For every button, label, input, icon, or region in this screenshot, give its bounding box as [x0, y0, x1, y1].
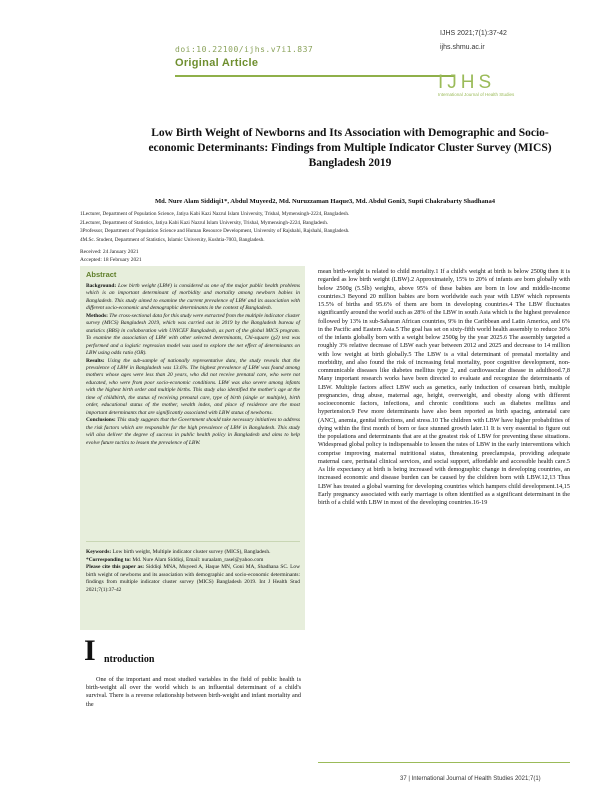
- keywords: [86, 549, 300, 557]
- correspondence: [86, 557, 300, 565]
- affiliation-3: 3Professor, Department of Population Science and Human Resource Development, University of Rajshahi, Rajshahi, Bangladesh.: [80, 228, 350, 235]
- abstract-heading: Abstract: [86, 270, 117, 279]
- journal-citation: IJHS 2021;7(1):37-42: [440, 30, 507, 37]
- affiliations: [80, 210, 580, 244]
- accepted-date: Accepted: 18 February 2021: [80, 257, 142, 263]
- dates: [80, 248, 142, 264]
- cite-text: Siddiqi MNA, Muyeed A, Haque MN, Goni MA, Shadhana SC. Low birth weight of newborns and its association with demographic and socio-economic determinants: findings from multiple indicator cluster survey (MICS) Bangladesh 2019. Int J Health Stud 2021;7(1):37-42: [86, 564, 300, 593]
- affiliation-2: 2Lecturer, Department of Statistics, Jatiya Kabi Kazi Nazrul Islam University, Trishal, Mymensingh-2224, Bangladesh.: [80, 219, 329, 226]
- abstract-results: [86, 358, 300, 418]
- abstract-body: [86, 283, 300, 447]
- affiliation-1: 1Lecturer, Department of Population Science, Jatiya Kabi Kazi Nazrul Islam University, Trishal, Mymensingh-2224, Bangladesh.: [80, 211, 350, 217]
- results-text: Using the sub-sample of nationally representative data, the study reveals that the prevalence of LBW in Bangladesh was 13.6%. The highest prevalence of LBW was found among mothers whose ages were less than 20 years, who did not receive prenatal care, who were not educated, who were from poor socio-economic conditions. LBW was also severe among infants with the highest birth order and multiple births. This study also identified the mother's age at the time of childbirth, the status of receiving prenatal care, type of birth (single or multiple), birth order, educational status of the mother, wealth index, and place of residence are the most important determinants that are significantly associated with LBW status of newborns.: [86, 357, 300, 416]
- background-text: Low birth weight (LBW) is considered as one of the major public health problems which is an important determinant of morbidity and mortality among newborn babies in Bangladesh. This study aimed to examine the current prevalence of LBW and its association with different socio-economic and demographic determinants in the context of Bangladesh.: [86, 283, 300, 312]
- right-column-text: [318, 268, 570, 507]
- header-divider: [175, 75, 455, 77]
- abstract-methods: [86, 313, 300, 358]
- journal-logo-subtitle: International Journal of Health Studies: [438, 92, 515, 97]
- abstract-background: [86, 283, 300, 313]
- paper-title: Low Birth Weight of Newborns and Its Association with Demographic and Socio-economic Determinants: Findings from Multiple Indicator Cluster Survey (MICS) Bangladesh 2019: [148, 127, 552, 169]
- received-date: Received: 24 January 2021: [80, 249, 139, 255]
- methods-text: The cross-sectional data for this study were extracted from the multiple indicator cluster survey (MICS) Bangladesh 2019, which was carried out in 2019 by the Bangladesh bureau of statistics (BBS) in collaboration with UNICEF Bangladesh, as part of the global MICS program. To examine the association of LBW with other selected determinants, Chi-square (χ2) test was performed and a logistic regression model was used to explore the net effect of determinants on LBW using odds ratio (OR).: [86, 312, 300, 357]
- intro-initial: I: [84, 634, 96, 667]
- journal-website-link[interactable]: ijhs.shmu.ac.ir: [440, 44, 485, 51]
- article-type-label: Original Article: [175, 57, 259, 69]
- correspondence-text[interactable]: Md. Nure Alam Siddiqi, Email: nuraalam_rasel@yahoo.com: [130, 556, 264, 563]
- doi-text[interactable]: doi:10.22100/ijhs.v7i1.837: [175, 45, 314, 54]
- keywords-text: Low birth weight, Multiple indicator cluster survey (MICS), Bangladesh.: [111, 549, 271, 555]
- correspondence-label: *Corresponding to:: [86, 556, 131, 563]
- results-label: Results:: [86, 357, 105, 364]
- page-footer: 37 | International Journal of Health Studies 2021;7(1): [400, 776, 541, 782]
- cite-as: [86, 564, 300, 594]
- intro-heading: ntroduction: [104, 654, 155, 665]
- keywords-label: Keywords:: [86, 549, 112, 555]
- methods-label: Methods:: [86, 312, 108, 319]
- cite-label: Please cite this paper as:: [86, 564, 145, 571]
- conclusions-label: Conclusions:: [86, 417, 116, 424]
- top-bar: [0, 0, 600, 12]
- journal-logo: IJHS: [438, 72, 496, 93]
- keywords-block: [86, 549, 300, 595]
- abstract-divider: [86, 541, 300, 542]
- author-list: Md. Nure Alam Siddiqi1*, Abdul Muyeed2, Md. Nuruzzaman Haque3, Md. Abdul Goni3, Supti Chakrabarty Shadhana4: [154, 198, 496, 205]
- abstract-conclusions: [86, 417, 300, 447]
- conclusions-text: This study suggests that the Government should take necessary initiatives to address the risk factors which are responsible for the high prevalence of LBW in Bangladesh. This study will also deliver the degree of success in public health policy in Bangladesh and aims to help evolve future tactics to lessen the prevalence of LBW.: [86, 417, 300, 446]
- affiliation-4: 4M.Sc. Student, Department of Statistics, Islamic University, Kushtia-7003, Bangladesh.: [80, 236, 265, 243]
- footer-divider: [318, 762, 570, 763]
- intro-paragraph: One of the important and most studied variables in the field of public health is birth-weight all over the world which is an influential determinant of a child's survival. There is a reverse relationship between birth-weight and infant mortality and the: [86, 676, 301, 708]
- right-column-paragraph: mean birth-weight is related to child mortality.1 If a child's weight at birth is below 2500g then it is regarded as low birth weight (LBW).2 Approximately, 15% to 20% of infants are born globally with below 2500g (5.5lb) weights, above 95% of these babies are born in low and middle-income countries.3 Beyond 20 million babies are born worldwide each year with LBW which represents 15.5% of births and 95.6% of them are born in developing countries.4 The LBW fluctuates significantly around the world such as 28% of the LBW in south Asia which is the highest prevalence followed by 13% in sub-Saharan African countries, 9% in the Caribbean and Latin America, and 6% in the Pacific and Eastern Asia.5 The goal has set on sixty-fifth world health assembly to reduce 30% of the infants globally born with a weight below 2500g by the year 2025.6 The assembly targeted a roughly 3% relative decrease of LBW each year between 2012 and 2025 and decrease to 14 million with low weight at birth globally.5 The LBW is a vital determinant of prenatal mortality and morbidity, and also found the risk of increasing fetal mortality, poor cognitive development, non-communicable diseases like diabetes mellitus type 2, and cardiovascular disease in adulthood.7,8 Many important research works have been directed to evaluate and recognize the determinants of LBW. Multiple factors affect LBW such as genetics, early induction of cesarean birth, multiple pregnancies, drug abuse, maternal age, height, overweight, and obesity along with different socioeconomic factors, infections, and chronic conditions such as diabetes mellitus and hypertension.9 Few more determinants have also been reported as birth spacing, antenatal care (ANC), anemia, genital infections, and stress.10 The children with LBW have higher probabilities of dying within the first month of born or face stunned growth later.11 It is very essential to figure out the populations and determinants that are at the greatest risk of LBW for preventing these situations. Widespread global policy is indispensable to lessen the rates of LBW in the early interventions which comprise improving maternal nutritional status, threatening preeclampsia, providing adequate maternal care, perinatal clinical services, and social support, affordable and accessible health care.5 As life expectancy at birth is being increased with demographic change in developing countries, an increased economic and disease burden can be caused by the children born with LBW.12,13 Thus LBW has treated a global warning for developing countries which hampers child development.14,15 Early pregnancy associated with early marriage is often identified as a significant determinant in the birth of a child with LBW in most of the developing countries.16-19: [318, 268, 570, 506]
- background-label: Background:: [86, 283, 117, 289]
